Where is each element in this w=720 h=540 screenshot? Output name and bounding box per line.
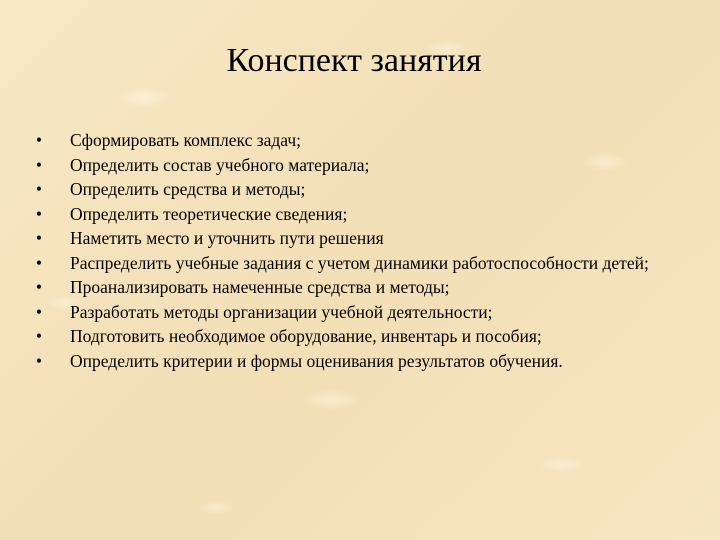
list-item bbox=[34, 229, 684, 248]
list-item-text: Подготовить необходимое оборудование, инвентарь и пособия; bbox=[70, 326, 542, 346]
bullet-icon: • bbox=[35, 326, 43, 346]
list-item-text: Разработать методы организации учебной деятельности; bbox=[70, 301, 493, 322]
slide-title: Конспект занятия bbox=[226, 42, 482, 79]
list-item-text: Определить критерии и формы оценивания результатов обучения. bbox=[70, 350, 563, 371]
list-item bbox=[34, 254, 684, 273]
list-item-text: Проанализировать намеченные средства и методы; bbox=[70, 277, 450, 297]
bullet-icon: • bbox=[35, 301, 43, 322]
bullet-icon: • bbox=[35, 277, 43, 297]
list-item-text: Наметить место и уточнить пути решения bbox=[70, 228, 384, 248]
bullet-icon: • bbox=[35, 228, 43, 248]
list-item bbox=[34, 303, 684, 322]
bullet-icon: • bbox=[35, 350, 43, 371]
list-item-text: Сформировать комплекс задач; bbox=[70, 130, 302, 150]
list-item bbox=[34, 352, 684, 371]
list-item bbox=[34, 327, 684, 346]
list-item bbox=[34, 205, 684, 224]
list-item bbox=[34, 131, 684, 150]
bullet-list bbox=[34, 131, 684, 376]
list-item bbox=[34, 156, 684, 175]
list-item-text: Определить состав учебного материала; bbox=[70, 154, 370, 175]
bullet-icon: • bbox=[35, 179, 43, 199]
bullet-icon: • bbox=[35, 130, 43, 150]
list-item-text: Определить теоретические сведения; bbox=[70, 203, 348, 224]
list-item bbox=[34, 180, 684, 199]
list-item-text: Распределить учебные задания с учетом динамики работоспособности детей; bbox=[70, 252, 649, 273]
list-item-text: Определить средства и методы; bbox=[70, 179, 306, 199]
bullet-icon: • bbox=[35, 252, 43, 273]
bullet-icon: • bbox=[35, 203, 43, 224]
list-item bbox=[34, 278, 684, 297]
bullet-icon: • bbox=[35, 154, 43, 175]
